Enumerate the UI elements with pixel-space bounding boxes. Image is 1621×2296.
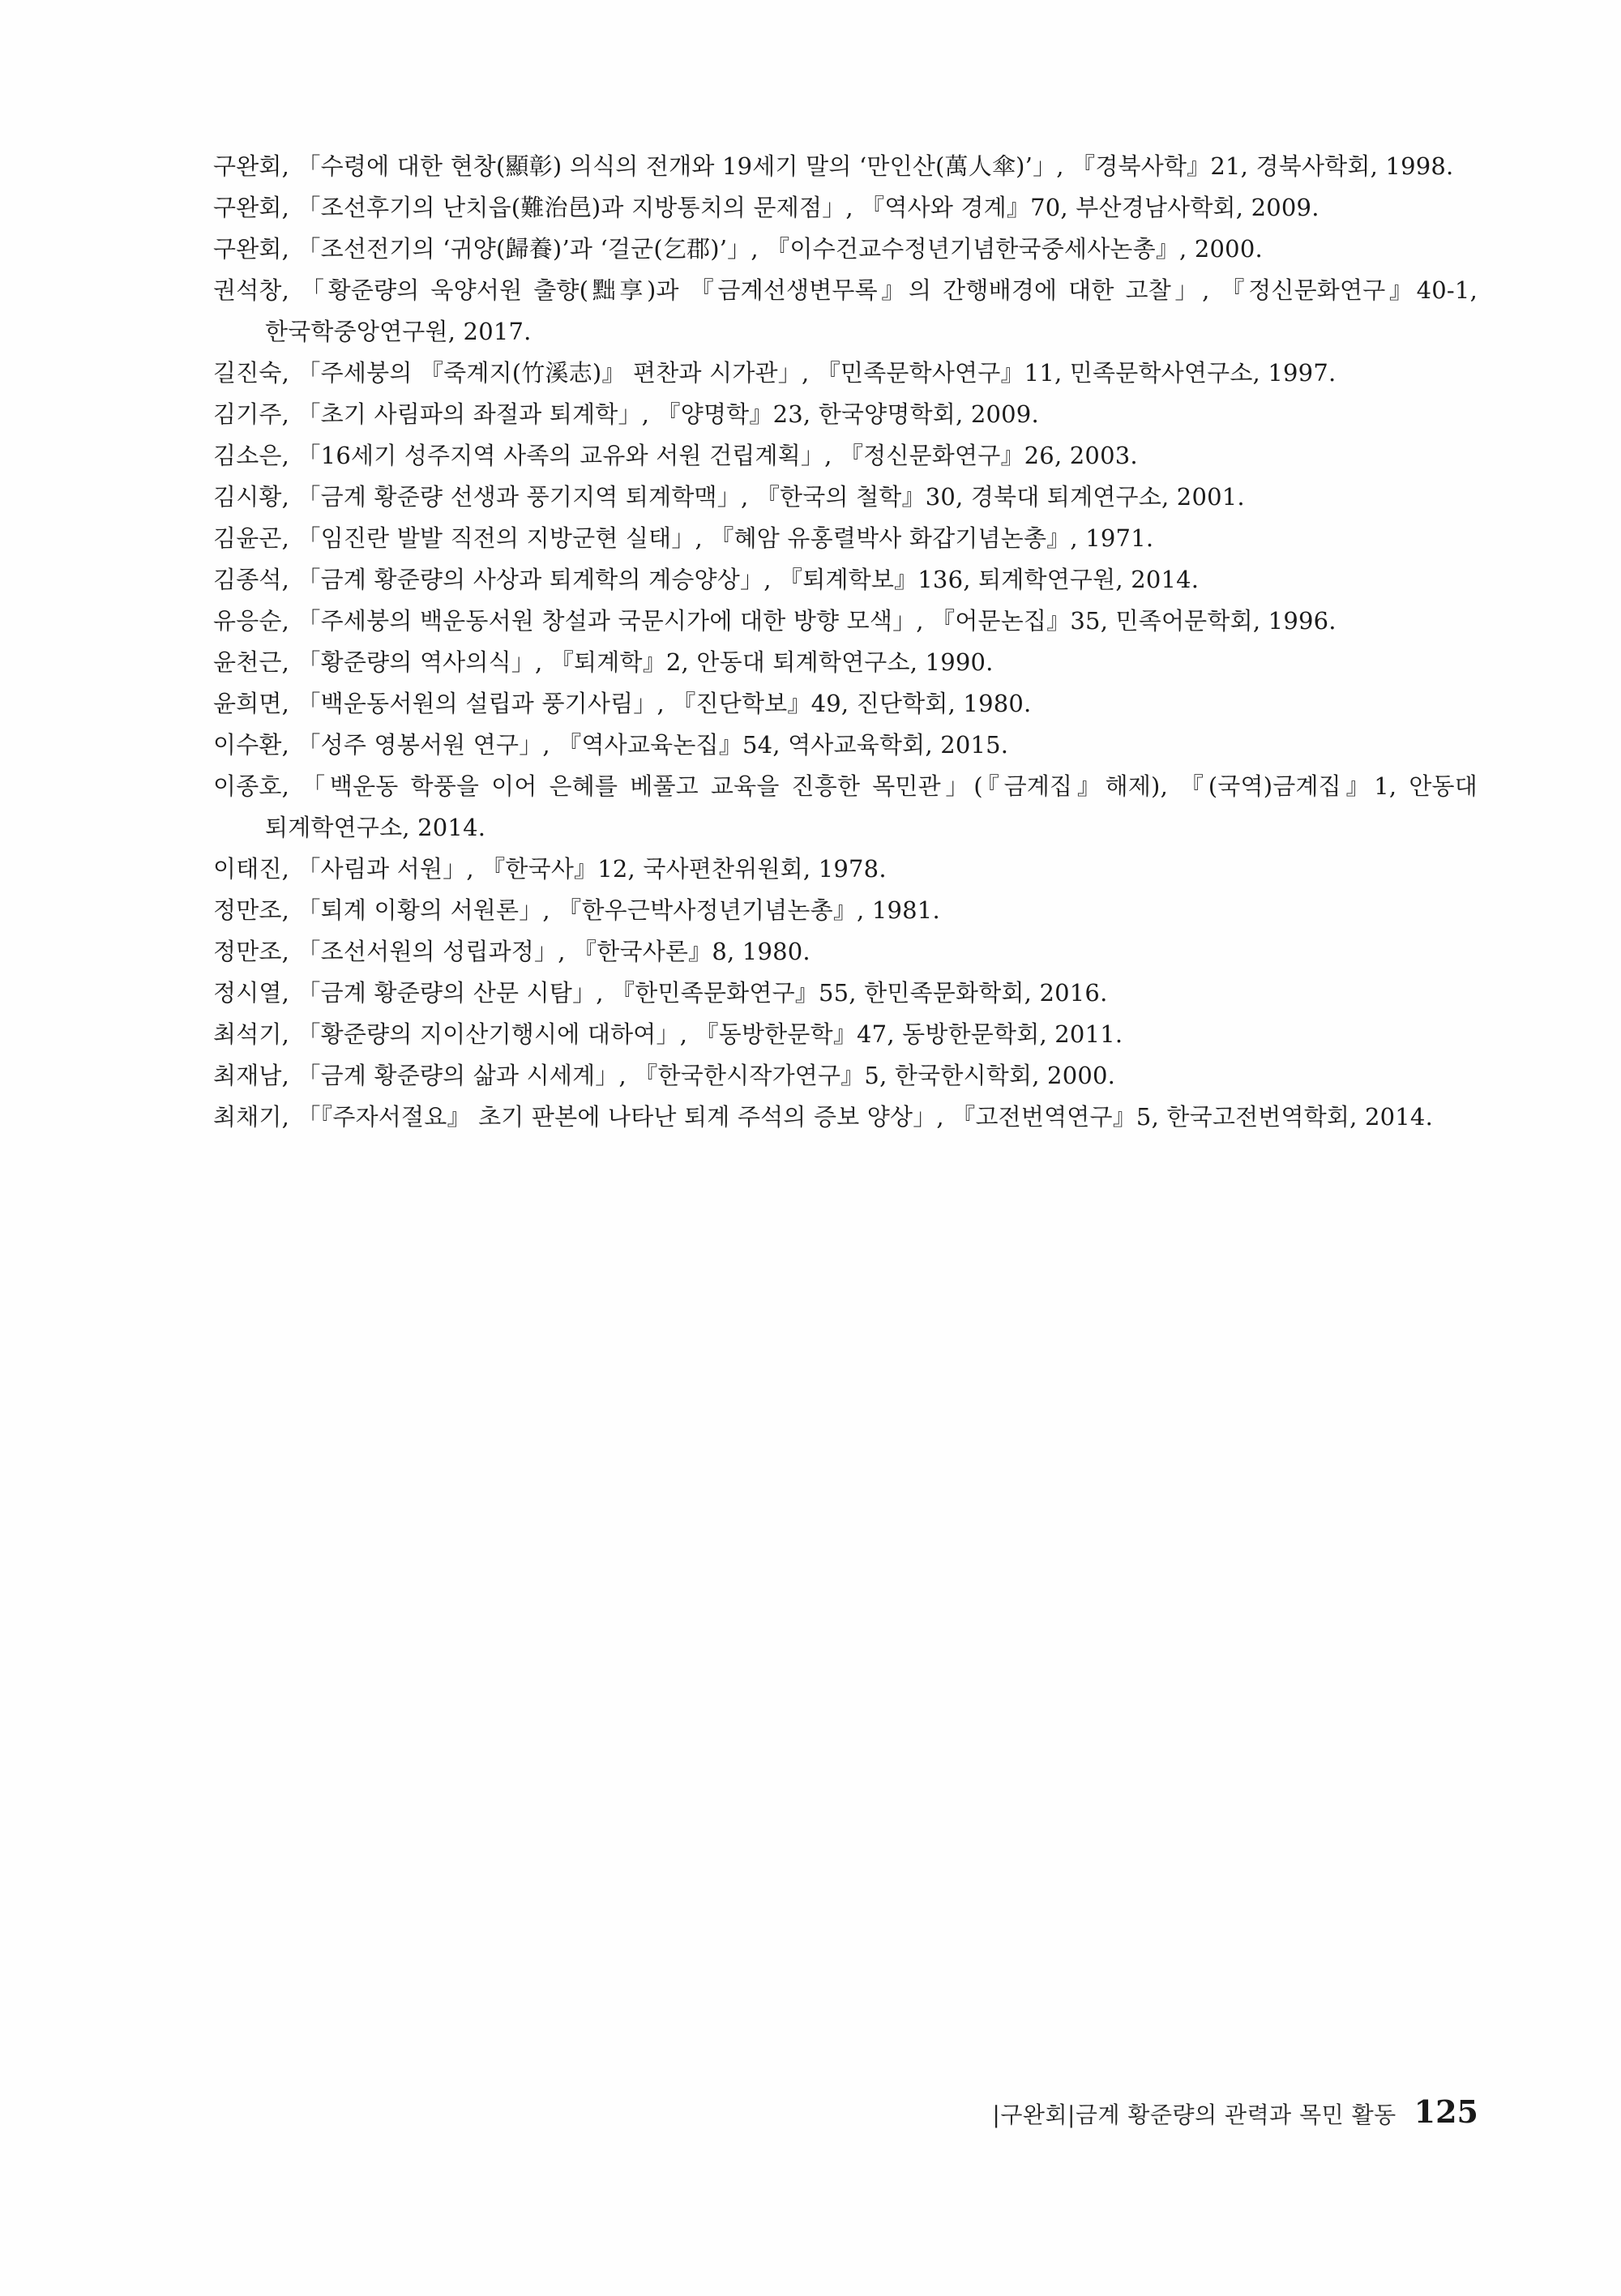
bibliography-list [213,146,1478,1138]
bibliography-entry: 구완회, 「조선전기의 ‘귀양(歸養)’과 ‘걸군(乞郡)’」, 『이수건교수정년기념한국중세사논총』, 2000. [213,235,1263,263]
bibliography-entry: 최재남, 「금계 황준량의 삶과 시세계」, 『한국한시작가연구』5, 한국한시학회, 2000. [213,1062,1116,1089]
bibliography-entry: 정시열, 「금계 황준량의 산문 시탐」, 『한민족문화연구』55, 한민족문화학회, 2016. [213,979,1108,1007]
bibliography-entry: 최채기, 「『주자서절요』 초기 판본에 나타난 퇴계 주석의 증보 양상」, 『고전번역연구』5, 한국고전번역학회, 2014. [213,1103,1433,1131]
bibliography-entry: 이태진, 「사림과 서원」, 『한국사』12, 국사편찬위원회, 1978. [213,855,887,883]
bibliography-entry: 정만조, 「조선서원의 성립과정」, 『한국사론』8, 1980. [213,938,810,965]
bibliography-entry: 길진숙, 「주세붕의 『죽계지(竹溪志)』 편찬과 시가관」, 『민족문학사연구』11, 민족문학사연구소, 1997. [213,359,1337,387]
bibliography-entry: 김소은, 「16세기 성주지역 사족의 교유와 서원 건립계획」, 『정신문화연구』26, 2003. [213,442,1138,469]
bibliography-entry: 유응순, 「주세붕의 백운동서원 창설과 국문시가에 대한 방향 모색」, 『어문논집』35, 민족어문학회, 1996. [213,607,1337,635]
bibliography-entry: 김윤곤, 「임진란 발발 직전의 지방군현 실태」, 『혜암 유홍렬박사 화갑기념논총』, 1971. [213,524,1154,552]
bibliography-entry: 권석창, 「황준량의 욱양서원 출향(黜享)과 『금계선생변무록』의 간행배경에 대한 고찰」, 『정신문화연구』40-1, 한국학중앙연구원, 2017. [213,276,1478,345]
bibliography-entry: 김시황, 「금계 황준량 선생과 풍기지역 퇴계학맥」, 『한국의 철학』30, 경북대 퇴계연구소, 2001. [213,483,1245,511]
page-footer [992,2093,1478,2130]
bibliography-entry: 구완회, 「조선후기의 난치읍(難治邑)과 지방통치의 문제점」, 『역사와 경계』70, 부산경남사학회, 2009. [213,194,1319,221]
page-number: 125 [1414,2093,1478,2130]
running-head: |구완회|금계 황준량의 관력과 목민 활동 [992,2101,1396,2128]
bibliography-entry: 김종석, 「금계 황준량의 사상과 퇴계학의 계승양상」, 『퇴계학보』136, 퇴계학연구원, 2014. [213,566,1200,593]
bibliography-entry: 이종호, 「백운동 학풍을 이어 은혜를 베풀고 교육을 진흥한 목민관」(『금계집』해제), 『(국역)금계집』1, 안동대 퇴계학연구소, 2014. [213,772,1478,841]
bibliography-entry: 윤희면, 「백운동서원의 설립과 풍기사림」, 『진단학보』49, 진단학회, 1980. [213,690,1032,717]
bibliography-entry: 김기주, 「초기 사림파의 좌절과 퇴계학」, 『양명학』23, 한국양명학회, 2009. [213,400,1039,428]
bibliography-entry: 정만조, 「퇴계 이황의 서원론」, 『한우근박사정년기념논총』, 1981. [213,896,940,924]
bibliography-entry: 구완회, 「수령에 대한 현창(顯彰) 의식의 전개와 19세기 말의 ‘만인산(萬人傘)’」, 『경북사학』21, 경북사학회, 1998. [213,152,1454,180]
bibliography-entry: 윤천근, 「황준량의 역사의식」, 『퇴계학』2, 안동대 퇴계학연구소, 1990. [213,648,994,676]
bibliography-entry: 최석기, 「황준량의 지이산기행시에 대하여」, 『동방한문학』47, 동방한문학회, 2011. [213,1020,1123,1048]
bibliography-entry: 이수환, 「성주 영봉서원 연구」, 『역사교육논집』54, 역사교육학회, 2015. [213,731,1009,759]
